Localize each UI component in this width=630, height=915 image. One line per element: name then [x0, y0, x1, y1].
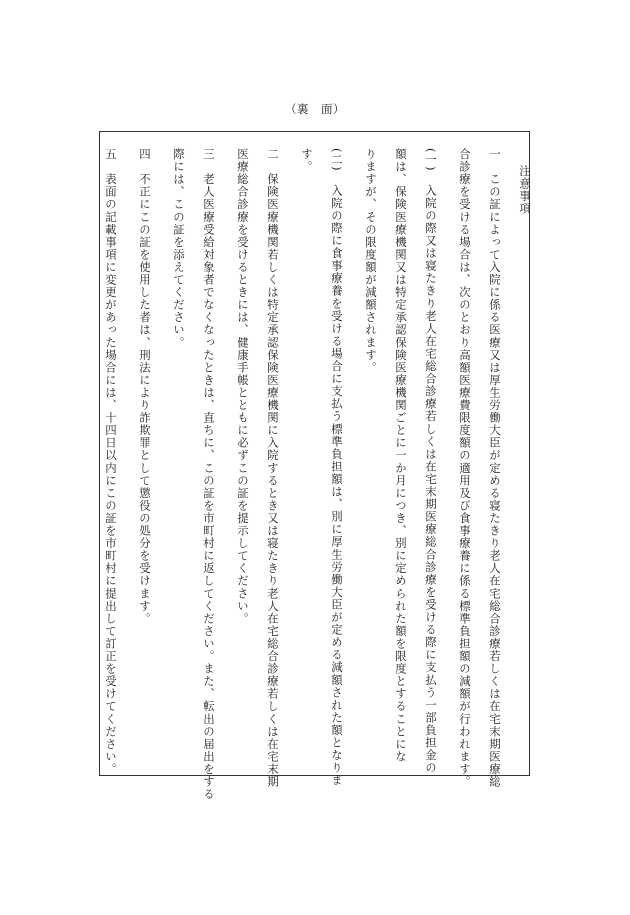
notice-line-1: 一 この証によって入院に係る医療又は厚生労働大臣が定める寝たきり老人在宅総合診療若しくは在宅末期医療総: [488, 148, 502, 789]
notice-line-2: 合診療を受ける場合は、次のとおり高額医療費限度額の適用及び食事療養に係る標準負担額の減額が行われます。: [458, 148, 472, 789]
notice-line-3: (一) 入院の際又は寝たきり老人在宅総合診療若しくは在宅末期医療総合診療を受ける際に支払う一部負担金の: [424, 148, 438, 775]
notice-line-7: す。: [300, 148, 314, 174]
notice-line-8: 二 保険医療機関若しくは特定承認保険医療機関に入院するとき又は寝たきり老人在宅総合診療若しくは在宅末期: [266, 148, 280, 789]
page-heading: （裏 面）: [285, 102, 345, 116]
notice-line-11: 際には、この証を添えてください。: [172, 148, 186, 349]
notice-line-13: 五 表面の記載事項に変更があった場合には、十四日以内にこの証を市町村に提出して訂正を受けてください。: [104, 148, 118, 776]
notice-line-5: りますが、その限度額が減額されます。: [364, 148, 378, 374]
notice-line-12: 四 不正にこの証を使用した者は、刑法により詐欺罪として懲役の処分を受けます。: [138, 148, 152, 625]
notice-line-4: 額は、保険医療機関又は特定承認保険医療機関ごとに一か月につき、別に定められた額を限度とすることにな: [394, 148, 408, 763]
notice-title: 注意事項: [518, 165, 532, 216]
notice-line-6: (二) 入院の際に食事療養を受ける場合に支払う標準負担額は、別に厚生労働大臣が定める減額された額となりま: [330, 148, 344, 787]
notice-line-9: 医療総合診療を受けるときには、健康手帳とともに必ずこの証を提示してください。: [236, 148, 250, 625]
notice-line-10: 三 老人医療受給対象者でなくなったときは、直ちに、この証を市町村に返してください。また、転出の届出をする: [202, 148, 216, 801]
